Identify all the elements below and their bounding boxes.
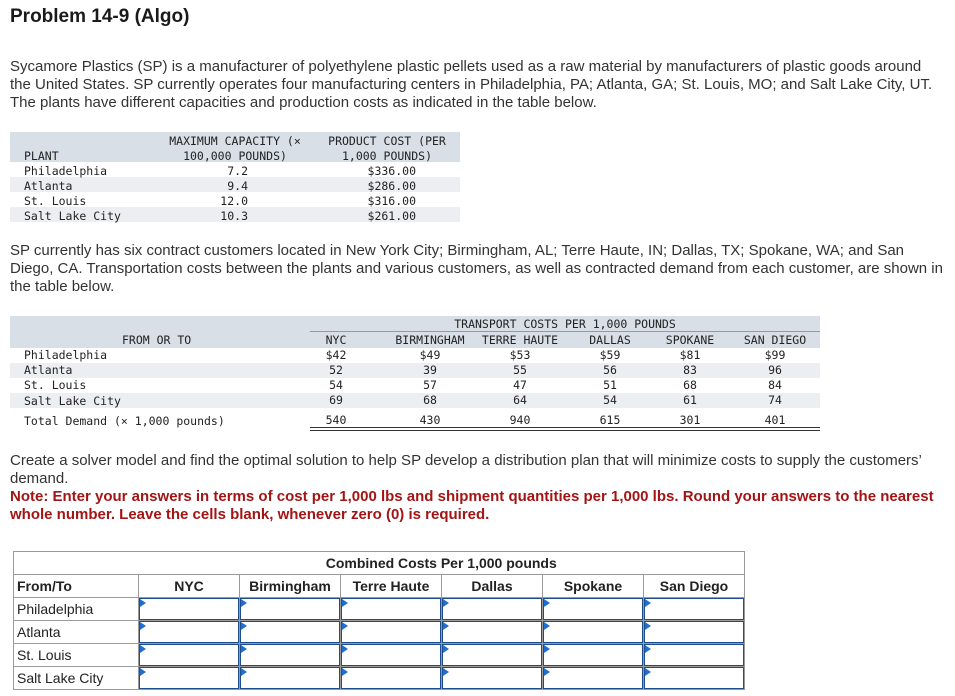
input-marker-icon (241, 645, 247, 653)
intro-paragraph: Sycamore Plastics (SP) is a manufacturer of polyethylene plastic pellets used as a raw material by manufacturers of plastic goods around the United States. SP currently operates four manufacturing centers in Philadelphia, PA; Atlanta, GA; St. Louis, MO; and Salt Lake City, UT. The plants have different capacities and production costs as indicated in the table below. (10, 58, 933, 111)
answer-input[interactable] (240, 621, 340, 643)
answer-input[interactable] (644, 667, 744, 689)
input-marker-icon (443, 599, 449, 607)
row-label: Salt Lake City (24, 394, 121, 408)
column-header: TERRE HAUTE (481, 333, 559, 347)
answer-input[interactable] (442, 598, 542, 620)
input-marker-icon (645, 668, 651, 676)
cost-cell: 57 (423, 378, 437, 392)
column-header: SAN DIEGO (743, 333, 807, 347)
answer-input[interactable] (543, 621, 643, 643)
capacity-header-line2: 100,000 POUNDS) (183, 149, 287, 163)
answer-input[interactable] (139, 644, 239, 666)
cost-cell: 55 (513, 363, 527, 377)
input-marker-icon (241, 599, 247, 607)
plant-header: PLANT (24, 149, 59, 163)
combined-costs-grid (13, 551, 745, 690)
cost-header-line2: 1,000 POUNDS) (341, 149, 432, 163)
plant-name: Salt Lake City (24, 209, 121, 223)
input-marker-icon (140, 668, 146, 676)
grid-row-label: Salt Lake City (14, 667, 139, 690)
grid-row-label: St. Louis (14, 644, 139, 667)
row-label: St. Louis (24, 378, 87, 392)
grid-column-header: Dallas (442, 575, 543, 598)
answer-input[interactable] (644, 644, 744, 666)
input-marker-icon (342, 668, 348, 676)
plant-cost: $286.00 (367, 179, 416, 193)
plant-capacity: 10.3 (220, 209, 248, 223)
input-marker-icon (544, 668, 550, 676)
input-marker-icon (544, 599, 550, 607)
demand-cell: 615 (599, 413, 621, 427)
cost-cell: 61 (683, 393, 697, 407)
answer-input[interactable] (341, 598, 441, 620)
from-to-header: FROM OR TO (122, 333, 192, 347)
cost-cell: $99 (764, 348, 786, 362)
answer-input[interactable] (442, 621, 542, 643)
input-marker-icon (544, 622, 550, 630)
grid-column-header: NYC (139, 575, 240, 598)
plant-cost: $261.00 (367, 209, 416, 223)
answer-input[interactable] (442, 644, 542, 666)
input-marker-icon (544, 645, 550, 653)
plant-name: Atlanta (24, 179, 73, 193)
input-marker-icon (140, 622, 146, 630)
plant-cost: $336.00 (367, 164, 416, 178)
input-marker-icon (645, 645, 651, 653)
row-label: Philadelphia (24, 348, 108, 362)
input-marker-icon (443, 645, 449, 653)
answer-input[interactable] (139, 667, 239, 689)
answer-input[interactable] (341, 621, 441, 643)
column-header: SPOKANE (665, 333, 715, 347)
cost-cell: 64 (513, 393, 527, 407)
demand-rule (310, 427, 820, 428)
cost-cell: $49 (419, 348, 441, 362)
answer-input[interactable] (240, 598, 340, 620)
grid-column-header: Birmingham (240, 575, 341, 598)
plant-capacity: 12.0 (220, 194, 248, 208)
answer-input[interactable] (240, 644, 340, 666)
answer-input[interactable] (442, 667, 542, 689)
cost-cell: 51 (603, 378, 617, 392)
grid-row-label: Philadelphia (14, 598, 139, 621)
cost-cell: 39 (423, 363, 437, 377)
answer-input[interactable] (240, 667, 340, 689)
from-to-label: From/To (14, 575, 139, 598)
plant-capacity: 9.4 (227, 179, 248, 193)
input-marker-icon (645, 622, 651, 630)
cost-cell: $42 (325, 348, 347, 362)
cost-cell: $81 (679, 348, 701, 362)
plant-cost: $316.00 (367, 194, 416, 208)
demand-cell: 540 (325, 413, 347, 427)
input-marker-icon (342, 599, 348, 607)
answer-input[interactable] (139, 598, 239, 620)
plant-capacity: 7.2 (227, 164, 248, 178)
plant-name: Philadelphia (24, 164, 108, 178)
grid-column-header: San Diego (644, 575, 745, 598)
answer-input[interactable] (139, 621, 239, 643)
grid-row-label: Atlanta (14, 621, 139, 644)
total-demand-label: Total Demand (× 1,000 pounds) (24, 414, 225, 428)
input-marker-icon (443, 622, 449, 630)
instructions-paragraph: Create a solver model and find the optimal solution to help SP develop a distribution plan that will minimize costs to supply the customers’ demand. (10, 452, 922, 487)
answer-input[interactable] (341, 644, 441, 666)
cost-cell: 52 (329, 363, 343, 377)
cost-header-line1: PRODUCT COST (PER (328, 134, 446, 148)
input-marker-icon (645, 599, 651, 607)
cost-cell: 56 (603, 363, 617, 377)
capacity-header-line1: MAXIMUM CAPACITY (× (169, 134, 301, 148)
plant-capacity-table (10, 132, 460, 224)
demand-cell: 401 (764, 413, 786, 427)
cost-cell: 74 (768, 393, 782, 407)
column-header: DALLAS (589, 333, 631, 347)
demand-cell: 940 (509, 413, 531, 427)
column-header: NYC (325, 333, 347, 347)
answer-input[interactable] (644, 598, 744, 620)
cost-cell: 83 (683, 363, 697, 377)
answer-input[interactable] (543, 667, 643, 689)
cost-cell: 54 (329, 378, 343, 392)
cost-cell: 68 (423, 393, 437, 407)
grid-column-header: Spokane (543, 575, 644, 598)
demand-cell: 301 (679, 413, 701, 427)
answer-note: Note: Enter your answers in terms of cost per 1,000 lbs and shipment quantities per 1,000 lbs. Round your answers to the nearest whole number. Leave the cells blank, whenever zero (0) is required. (10, 488, 934, 523)
cost-cell: 68 (683, 378, 697, 392)
transport-cost-table (10, 316, 820, 434)
input-marker-icon (241, 668, 247, 676)
cost-cell: 69 (329, 393, 343, 407)
input-marker-icon (140, 599, 146, 607)
grid-title: Combined Costs Per 1,000 pounds (139, 552, 745, 575)
cost-cell: $53 (509, 348, 531, 362)
input-marker-icon (241, 622, 247, 630)
cost-cell: 54 (603, 393, 617, 407)
problem-title: Problem 14-9 (Algo) (10, 6, 190, 27)
answer-input[interactable] (341, 667, 441, 689)
grid-corner (14, 552, 139, 575)
cost-cell: 47 (513, 378, 527, 392)
input-marker-icon (342, 622, 348, 630)
transport-group-header: TRANSPORT COSTS PER 1,000 POUNDS (454, 317, 676, 331)
input-marker-icon (443, 668, 449, 676)
answer-input[interactable] (543, 598, 643, 620)
answer-input[interactable] (543, 644, 643, 666)
input-marker-icon (342, 645, 348, 653)
cost-cell: 84 (768, 378, 782, 392)
column-header: BIRMINGHAM (395, 333, 465, 347)
customers-paragraph: SP currently has six contract customers located in New York City; Birmingham, AL; Terre Haute, IN; Dallas, TX; Spokane, WA; and San Diego, CA. Transportation costs between the plants and various customers, as well as contracted demand from each customer, are shown in the table below. (10, 242, 943, 295)
grid-column-header: Terre Haute (341, 575, 442, 598)
cost-cell: $59 (599, 348, 621, 362)
cost-cell: 96 (768, 363, 782, 377)
row-label: Atlanta (24, 363, 73, 377)
answer-input[interactable] (644, 621, 744, 643)
demand-cell: 430 (419, 413, 441, 427)
input-marker-icon (140, 645, 146, 653)
plant-name: St. Louis (24, 194, 87, 208)
demand-rule (310, 430, 820, 431)
